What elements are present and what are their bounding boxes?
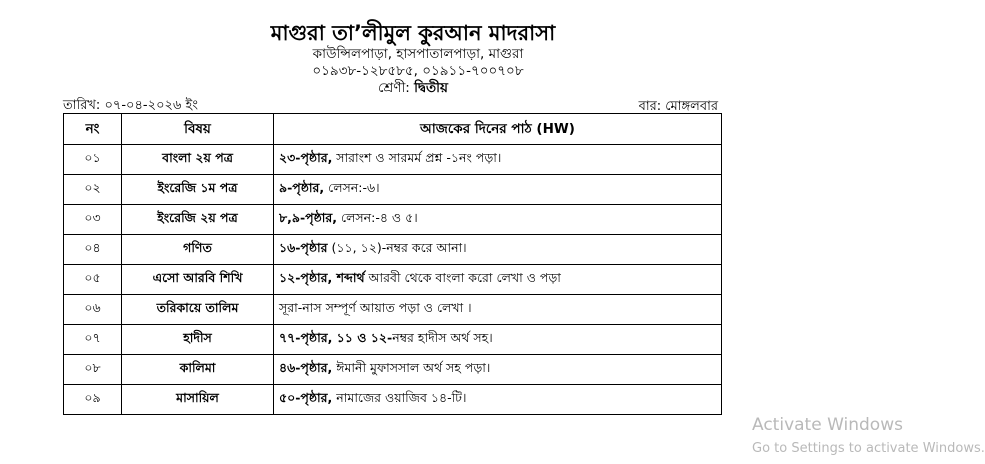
watermark-line2: Go to Settings to activate Windows. xyxy=(752,441,985,456)
homework-detail: (১১, ১২)-নম্বর করে আনা। xyxy=(327,239,467,255)
homework-detail: লেসন:-৬। xyxy=(324,179,380,195)
row-number: ০৭ xyxy=(64,325,122,355)
table-row xyxy=(64,355,722,385)
homework-detail: লেসন:-৪ ও ৫। xyxy=(337,209,418,225)
class-line xyxy=(50,80,776,97)
row-homework xyxy=(274,265,722,295)
header-no: নং xyxy=(64,114,122,145)
row-subject: মাসায়িল xyxy=(122,385,274,415)
homework-page-ref: ১২-পৃষ্ঠার, শব্দার্থ xyxy=(279,269,365,285)
row-subject: ইংরেজি ২য় পত্র xyxy=(122,205,274,235)
homework-page-ref: ৫০-পৃষ্ঠার, xyxy=(279,389,333,405)
row-homework xyxy=(274,205,722,235)
row-homework xyxy=(274,325,722,355)
table-header-row xyxy=(64,114,722,145)
table-row xyxy=(64,325,722,355)
class-value: দ্বিতীয় xyxy=(414,80,448,96)
table-row xyxy=(64,235,722,265)
school-phones: ০১৯৩৮-১২৮৫৮৫, ০১৯১১-৭০০৭০৮ xyxy=(312,63,524,79)
homework-page-ref: ৮,৯-পৃষ্ঠার, xyxy=(279,209,338,225)
row-subject: তরিকায়ে তালিম xyxy=(122,295,274,325)
watermark-line1: Activate Windows xyxy=(752,415,903,435)
homework-table xyxy=(63,113,722,415)
row-homework xyxy=(274,145,722,175)
row-homework xyxy=(274,355,722,385)
day-text: বার: মোঙ্গলবার xyxy=(638,99,718,114)
school-address: কাউন্সিলপাড়া, হাসপাতালপাড়া, মাগুরা xyxy=(312,46,524,62)
row-number: ০৮ xyxy=(64,355,122,385)
table-row xyxy=(64,295,722,325)
class-label: শ্রেণী: xyxy=(377,80,410,96)
homework-detail: সূরা-নাস সম্পূর্ণ আয়াত পড়া ও লেখা । xyxy=(279,299,472,315)
homework-detail: সারাংশ ও সারমর্ম প্রশ্ন -১নং পড়া। xyxy=(332,149,502,165)
row-homework xyxy=(274,175,722,205)
homework-page-ref: ৯-পৃষ্ঠার, xyxy=(279,179,325,195)
row-subject: বাংলা ২য় পত্র xyxy=(122,145,274,175)
table-row xyxy=(64,175,722,205)
row-subject: গণিত xyxy=(122,235,274,265)
row-number: ০৪ xyxy=(64,235,122,265)
row-homework xyxy=(274,235,722,265)
row-number: ০২ xyxy=(64,175,122,205)
table-row xyxy=(64,265,722,295)
homework-page-ref: ৭৭-পৃষ্ঠার, ১১ ও ১২- xyxy=(279,329,393,345)
table-row xyxy=(64,385,722,415)
date-text: তারিখ: ০৭-০৪-২০২৬ ইং xyxy=(63,98,198,113)
school-name: মাগুরা তা’লীমুল কুরআন মাদরাসা xyxy=(270,21,556,45)
homework-detail: নম্বর হাদীস অর্থ সহ। xyxy=(392,329,493,345)
homework-page-ref: ৪৬-পৃষ্ঠার, xyxy=(279,359,333,375)
header-hw: আজকের দিনের পাঠ (HW) xyxy=(274,114,722,145)
homework-detail: নামাজের ওয়াজিব ১৪-টি। xyxy=(332,389,467,405)
table-row xyxy=(64,145,722,175)
document-header xyxy=(0,20,776,97)
row-homework xyxy=(274,385,722,415)
row-homework xyxy=(274,295,722,325)
row-number: ০৩ xyxy=(64,205,122,235)
header-subject: বিষয় xyxy=(122,114,274,145)
activation-watermark xyxy=(752,413,985,461)
row-number: ০৫ xyxy=(64,265,122,295)
homework-page-ref: ১৬-পৃষ্ঠার xyxy=(279,239,328,255)
row-subject: কালিমা xyxy=(122,355,274,385)
homework-detail: আরবী থেকে বাংলা করো লেখা ও পড়া xyxy=(364,269,561,285)
homework-detail: ঈমানী মুফাসসাল অর্থ সহ পড়া। xyxy=(332,359,491,375)
row-number: ০৬ xyxy=(64,295,122,325)
row-subject: হাদীস xyxy=(122,325,274,355)
row-number: ০৯ xyxy=(64,385,122,415)
row-number: ০১ xyxy=(64,145,122,175)
homework-page-ref: ২৩-পৃষ্ঠার, xyxy=(279,149,333,165)
table-row xyxy=(64,205,722,235)
row-subject: এসো আরবি শিখি xyxy=(122,265,274,295)
row-subject: ইংরেজি ১ম পত্র xyxy=(122,175,274,205)
